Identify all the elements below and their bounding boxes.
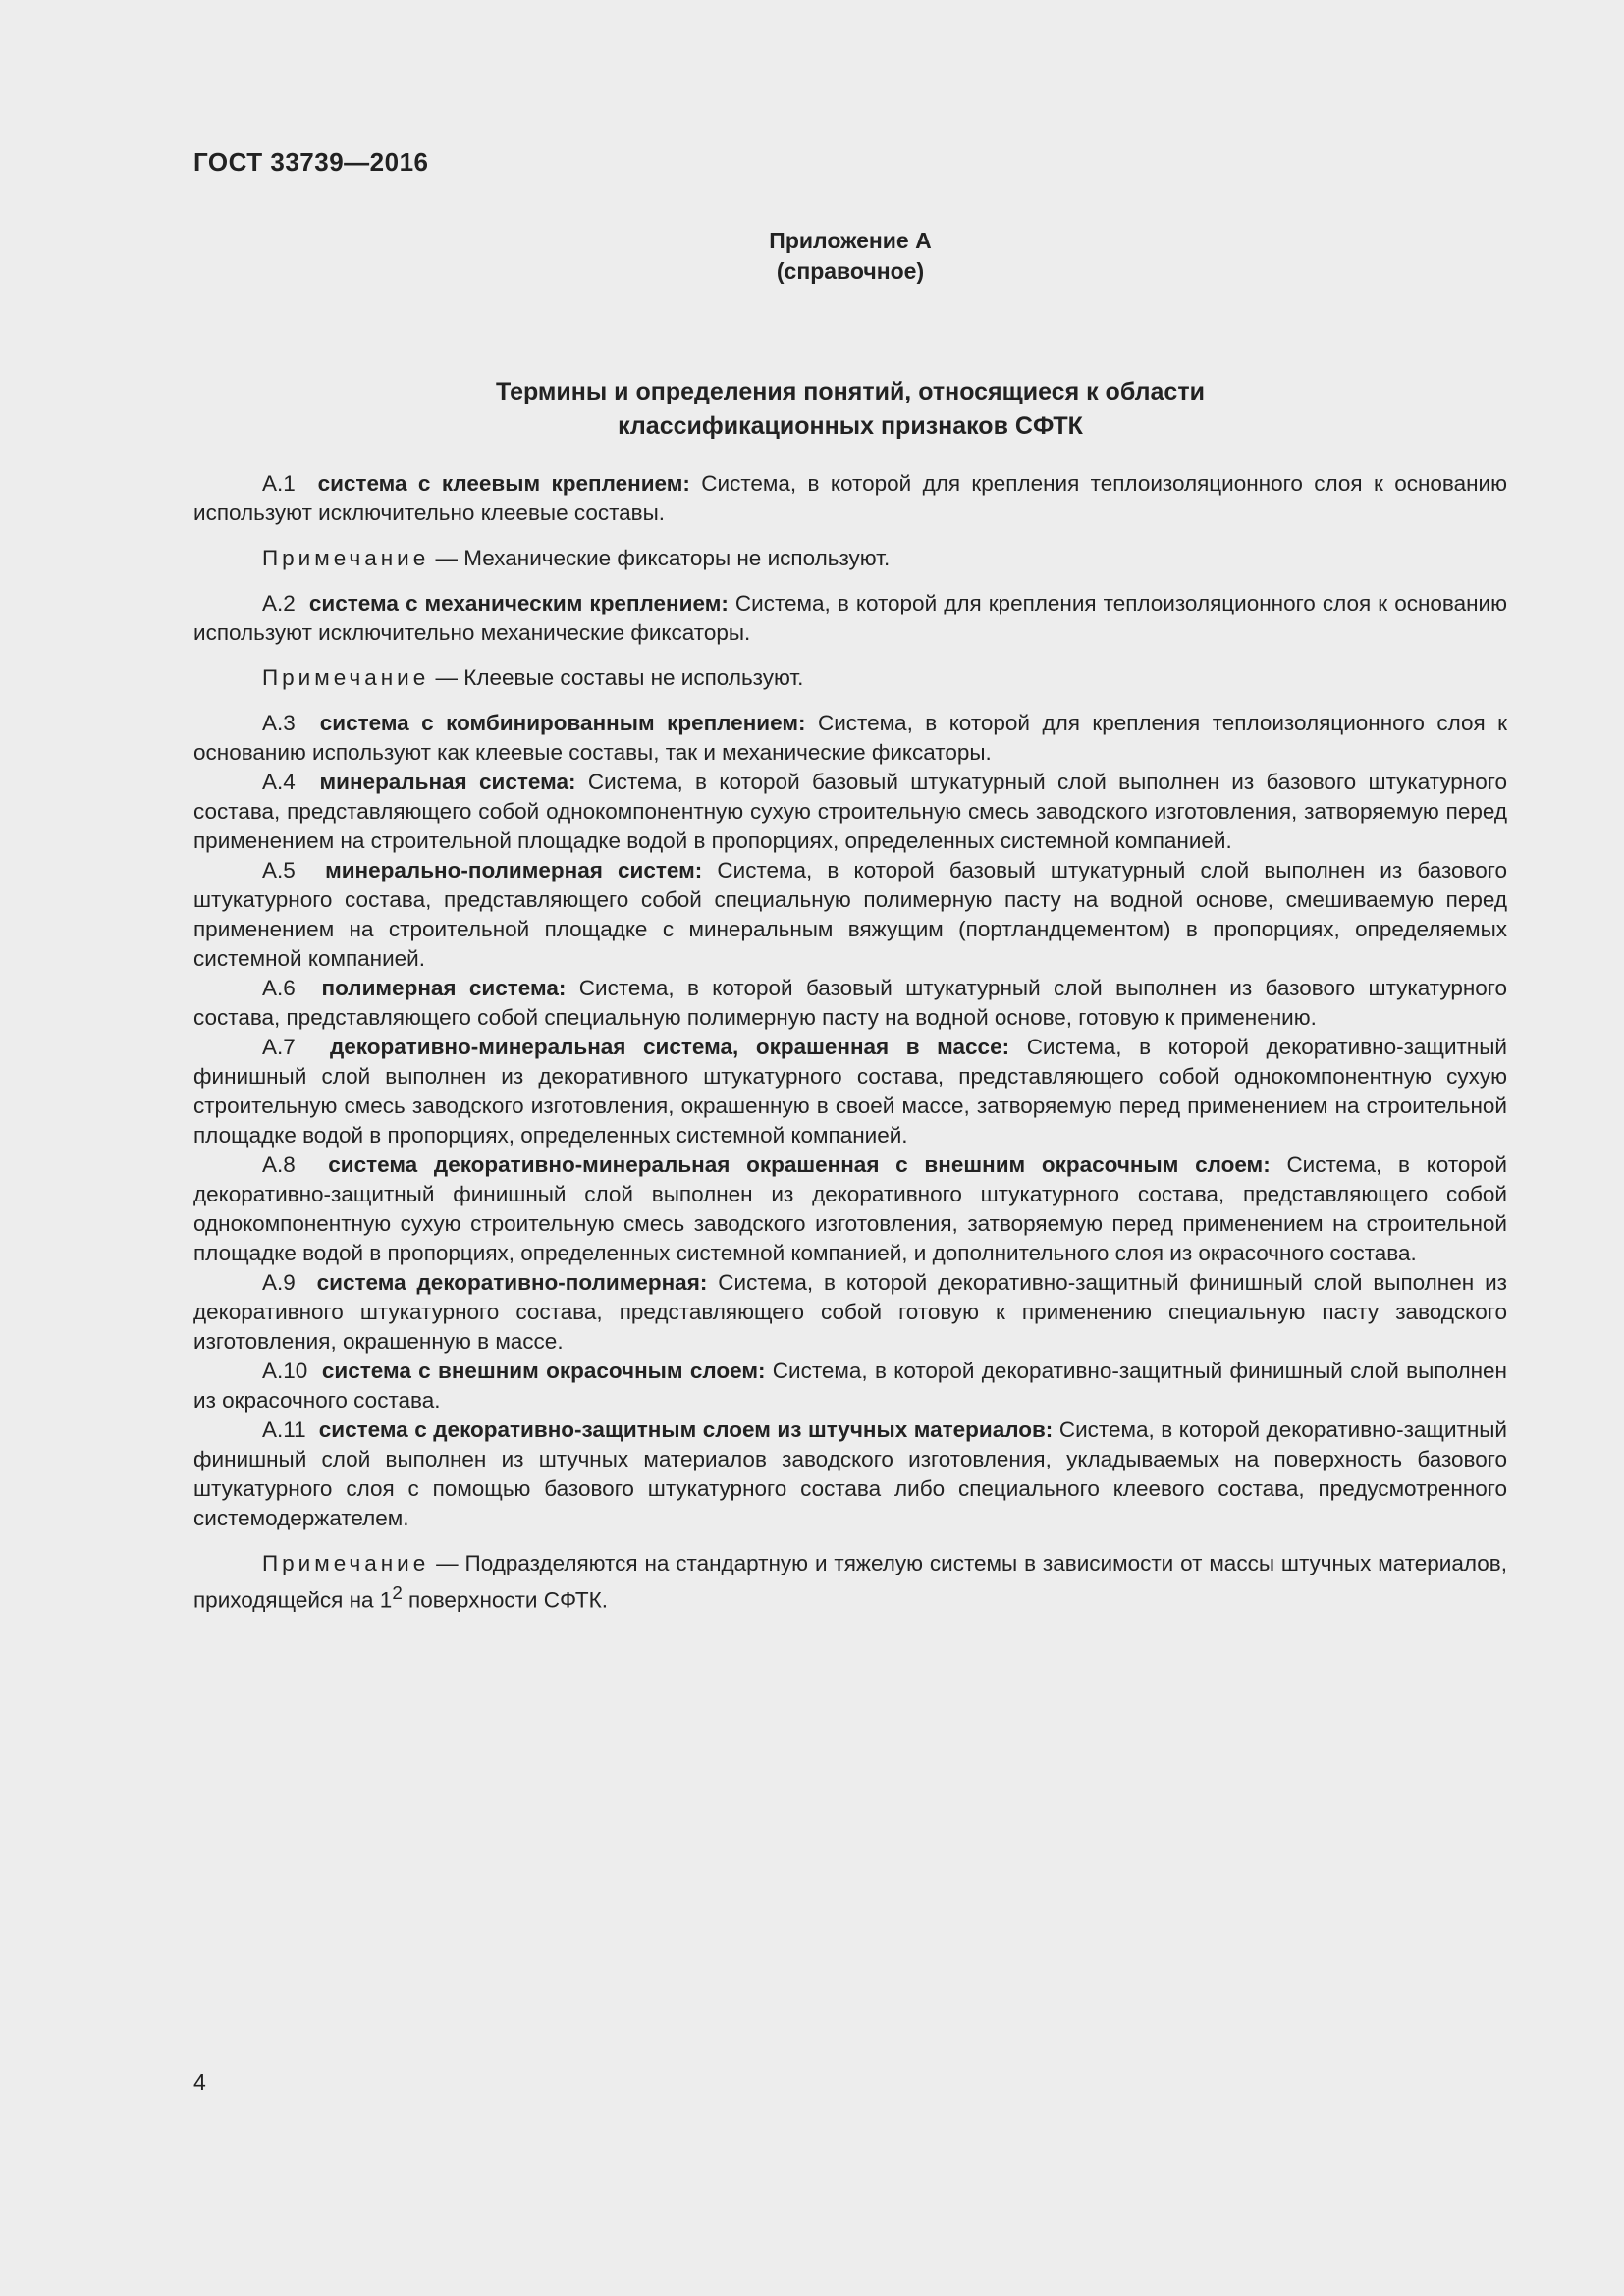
term-item-a1 (193, 469, 1507, 528)
term-number: А.7 (262, 1035, 296, 1059)
term-name: система декоративно-полимерная: (316, 1270, 708, 1295)
term-name: система декоративно-минеральная окрашенная с внешним окрасочным слоем: (328, 1152, 1271, 1177)
term-item-a8 (193, 1150, 1507, 1268)
term-number: А.2 (262, 591, 296, 615)
section-title-line-1: Термины и определения понятий, относящиеся к области (496, 378, 1205, 405)
term-item-a7 (193, 1033, 1507, 1150)
term-number: А.10 (262, 1359, 308, 1383)
term-definition: Система, в которой для крепления теплоизоляционного слоя к основанию используют исключительно клеевые составы. (193, 471, 1507, 525)
term-name: система с комбинированным креплением: (319, 711, 806, 735)
term-name: минерально-полимерная систем: (325, 858, 703, 882)
term-item-a10 (193, 1357, 1507, 1415)
note-tail: поверхности СФТК. (402, 1587, 608, 1613)
term-number: А.4 (262, 770, 296, 794)
term-number: А.1 (262, 471, 296, 496)
term-number: А.3 (262, 711, 296, 735)
note-a11 (193, 1549, 1507, 1616)
term-definition: Система, в которой декоративно-защитный финишный слой выполнен из декоративного штукатурного состава, представляющего собой однокомпонентную сухую строительную смесь заводского изготовления, окрашенную в своей массе, затворяемую перед применением на строительной площадке водой в пропорциях, определенных системной компанией. (193, 1035, 1507, 1148)
term-definition: Система, в которой декоративно-защитный финишный слой выполнен из декоративного штукатурного состава, представляющего собой готовую к применению специальную пасту заводского изготовления, окрашенную в массе. (193, 1270, 1507, 1354)
term-name: минеральная система: (319, 770, 576, 794)
term-definition: Система, в которой декоративно-защитный финишный слой выполнен из штучных материалов заводского изготовления, укладываемых на поверхность базового штукатурного слоя с помощью базового штукатурного состава либо специального клеевого состава, предусмотренного системодержателем. (193, 1417, 1507, 1530)
term-definition: Система, в которой базовый штукатурный слой выполнен из базового штукатурного состава, представляющего собой специальную полимерную пасту на водной основе, готовую к применению. (193, 976, 1507, 1030)
term-name: система с клеевым креплением: (317, 471, 690, 496)
term-name: декоративно-минеральная система, окрашенная в массе: (329, 1035, 1010, 1059)
section-title-line-2: классификационных признаков СФТК (618, 412, 1083, 440)
definitions-body (193, 469, 1507, 1616)
term-name: полимерная система: (321, 976, 567, 1000)
term-item-a9 (193, 1268, 1507, 1357)
term-definition: Система, в которой декоративно-защитный финишный слой выполнен из декоративного штукатурного состава, представляющего собой однокомпонентную сухую строительную смесь заводского изготовления, затворяемую перед применением на строительной площадке водой в пропорциях, определенных системной компанией, и дополнительного слоя из окрасочного состава. (193, 1152, 1507, 1265)
term-definition: Система, в которой базовый штукатурный слой выполнен из базового штукатурного состава, представляющего собой специальную полимерную пасту на водной основе, смешиваемую перед применением на строительной площадке с минеральным вяжущим (портландцементом) в пропорциях, определяемых системной компанией. (193, 858, 1507, 971)
note-label: Примечание (262, 1551, 430, 1575)
term-definition: Система, в которой для крепления теплоизоляционного слоя к основанию используют исключительно механические фиксаторы. (193, 591, 1507, 645)
note-label: Примечание (262, 666, 430, 690)
term-name: система с механическим креплением: (308, 591, 729, 615)
note-label: Примечание (262, 546, 430, 570)
term-definition: Система, в которой для крепления теплоизоляционного слоя к основанию используют как клеевые составы, так и механические фиксаторы. (193, 711, 1507, 765)
document-code: ГОСТ 33739—2016 (193, 147, 429, 177)
term-definition: Система, в которой базовый штукатурный слой выполнен из базового штукатурного состава, представляющего собой однокомпонентную сухую строительную смесь заводского изготовления, затворяемую перед применением на строительной площадке водой в пропорциях, определенных системной компанией. (193, 770, 1507, 853)
term-item-a4 (193, 768, 1507, 856)
term-item-a2 (193, 589, 1507, 648)
term-item-a3 (193, 709, 1507, 768)
note-a2 (193, 664, 1507, 693)
note-text: — Клеевые составы не используют. (435, 666, 804, 690)
note-text: — Подразделяются на стандартную и тяжелую системы в зависимости от массы штучных материалов, приходящейся на 1 (193, 1551, 1507, 1613)
term-number: А.8 (262, 1152, 296, 1177)
term-name: система с внешним окрасочным слоем: (321, 1359, 766, 1383)
term-number: А.6 (262, 976, 296, 1000)
term-name: система с декоративно-защитным слоем из штучных материалов: (318, 1417, 1054, 1442)
term-definition: Система, в которой декоративно-защитный финишный слой выполнен из окрасочного состава. (193, 1359, 1507, 1413)
page-number: 4 (193, 2069, 206, 2095)
term-item-a11 (193, 1415, 1507, 1533)
annex-title: Приложение А (769, 228, 932, 253)
section-title (193, 375, 1507, 444)
note-a1 (193, 544, 1507, 573)
term-item-a5 (193, 856, 1507, 974)
annex-type: (справочное) (776, 258, 925, 284)
note-superscript: 2 (392, 1582, 403, 1603)
term-number: А.5 (262, 858, 296, 882)
note-text: — Механические фиксаторы не используют. (435, 546, 891, 570)
term-number: А.9 (262, 1270, 296, 1295)
term-item-a6 (193, 974, 1507, 1033)
term-number: А.11 (262, 1417, 306, 1442)
annex-heading (193, 226, 1507, 287)
